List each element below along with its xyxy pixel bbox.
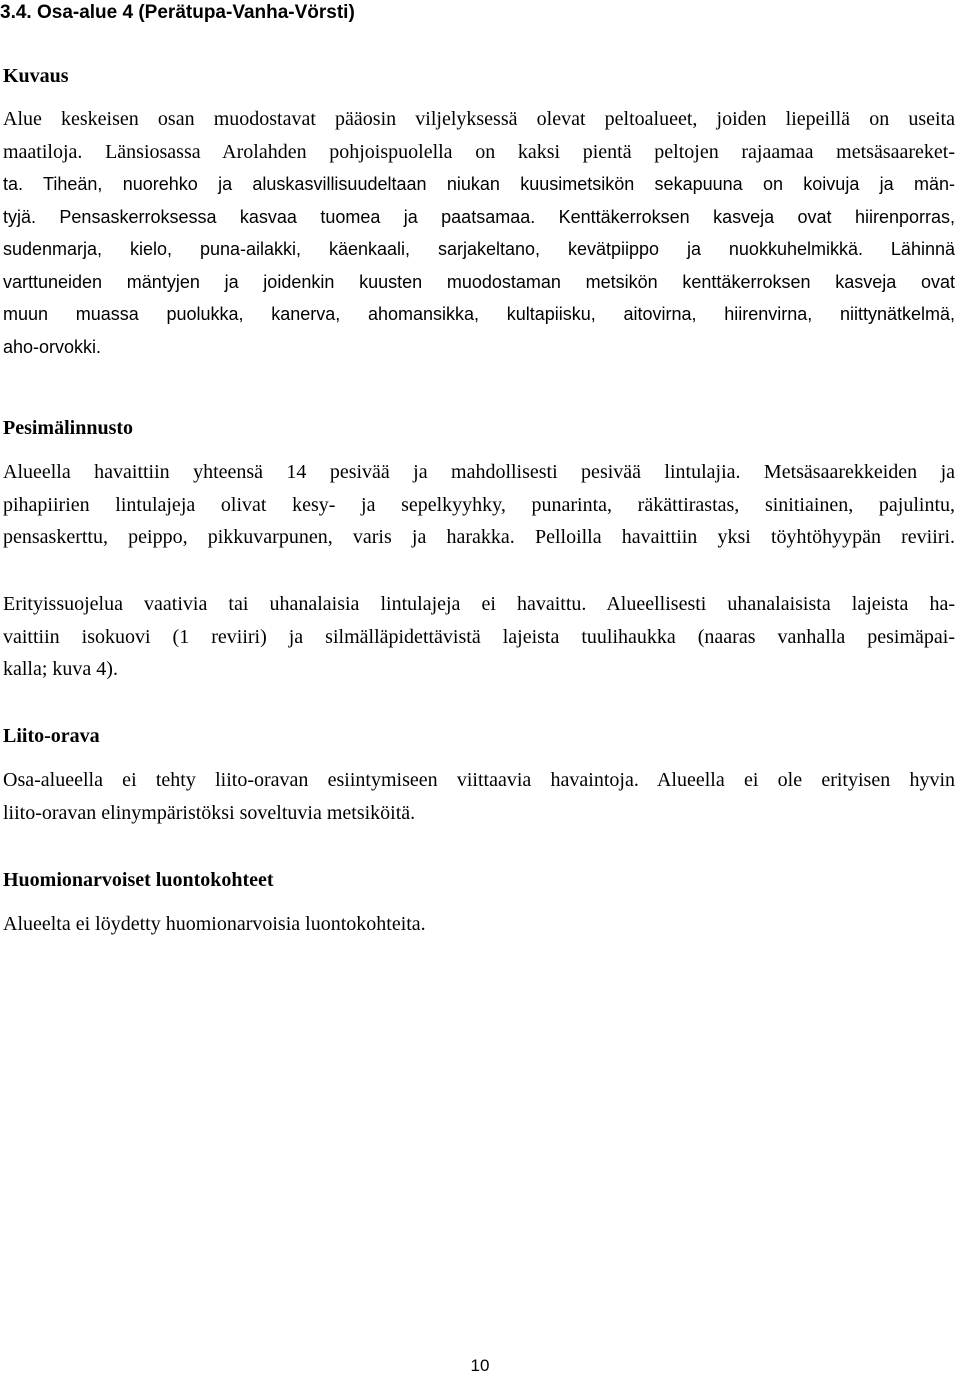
pesimalinnusto-paragraph-2 [3, 588, 955, 686]
pesimalinnusto-line: pensaskerttu, peippo, pikkuvarpunen, varis ja harakka. Pelloilla havaittiin yksi töyhtöhyypän reviiri. [3, 526, 955, 548]
liito-orava-paragraph [3, 764, 955, 829]
kuvaus-line: aho-orvokki. [3, 336, 102, 357]
pesimalinnusto-line: pihapiirien lintulajeja olivat kesy- ja sepelkyyhky, punarinta, räkättirastas, sinitiainen, pajulintu, [3, 493, 955, 516]
heading-liito-orava: Liito-orava [3, 725, 100, 747]
pesimalinnusto-line: Alueella havaittiin yhteensä 14 pesivää ja mahdollisesti pesivää lintulajia. Metsäsaarekkeiden ja [3, 461, 955, 483]
kuvaus-line: maatiloja. Länsiosassa Arolahden pohjoispuolella on kaksi pientä peltojen rajaamaa metsäsaareket- [3, 140, 955, 163]
page-number: 10 [470, 1356, 490, 1375]
huomionarvoiset-line: Alueelta ei löydetty huomionarvoisia luontokohteita. [3, 913, 426, 935]
kuvaus-line: ta. Tiheän, nuorehko ja aluskasvillisuudeltaan niukan kuusimetsikön sekapuuna on koivuja ja män- [3, 174, 955, 194]
kuvaus-line: muun muassa puolukka, kanerva, ahomansikka, kultapiisku, aitovirna, hiirenvirna, niittynätkelmä, [3, 304, 955, 324]
section-title: 3.4. Osa-alue 4 (Perätupa-Vanha-Vörsti) [0, 2, 355, 23]
pesimalinnusto-line: Erityissuojelua vaativia tai uhanalaisia lintulajeja ei havaittu. Alueellisesti uhanalaisista lajeista ha- [3, 593, 955, 615]
liito-orava-line: liito-oravan elinympäristöksi soveltuvia metsiköitä. [3, 801, 416, 824]
heading-pesimalinnusto: Pesimälinnusto [3, 417, 134, 439]
kuvaus-line: varttuneiden mäntyjen ja joidenkin kuusten muodostaman metsikön kenttäkerroksen kasveja ovat [3, 271, 955, 292]
pesimalinnusto-paragraph-1 [3, 456, 955, 554]
heading-huomionarvoiset: Huomionarvoiset luontokohteet [3, 869, 274, 891]
heading-kuvaus: Kuvaus [3, 65, 69, 87]
kuvaus-line: Alue keskeisen osan muodostavat pääosin viljelyksessä olevat peltoalueet, joiden liepeillä on useita [3, 108, 955, 130]
kuvaus-line: tyjä. Pensaskerroksessa kasvaa tuomea ja paatsamaa. Kenttäkerroksen kasveja ovat hiirenporras, [3, 206, 955, 227]
kuvaus-line: sudenmarja, kielo, puna-ailakki, käenkaali, sarjakeltano, kevätpiippo ja nuokkuhelmikkä. Lähinnä [3, 239, 955, 259]
liito-orava-line: Osa-alueella ei tehty liito-oravan esiintymiseen viittaavia havaintoja. Alueella ei ole erityisen hyvin [3, 769, 955, 791]
huomionarvoiset-paragraph [3, 908, 955, 941]
pesimalinnusto-line: kalla; kuva 4). [3, 658, 118, 680]
kuvaus-paragraph [3, 103, 955, 363]
pesimalinnusto-line: vaittiin isokuovi (1 reviiri) ja silmälläpidettävistä lajeista tuulihaukka (naaras vanhalla pesimäpai- [3, 625, 955, 648]
